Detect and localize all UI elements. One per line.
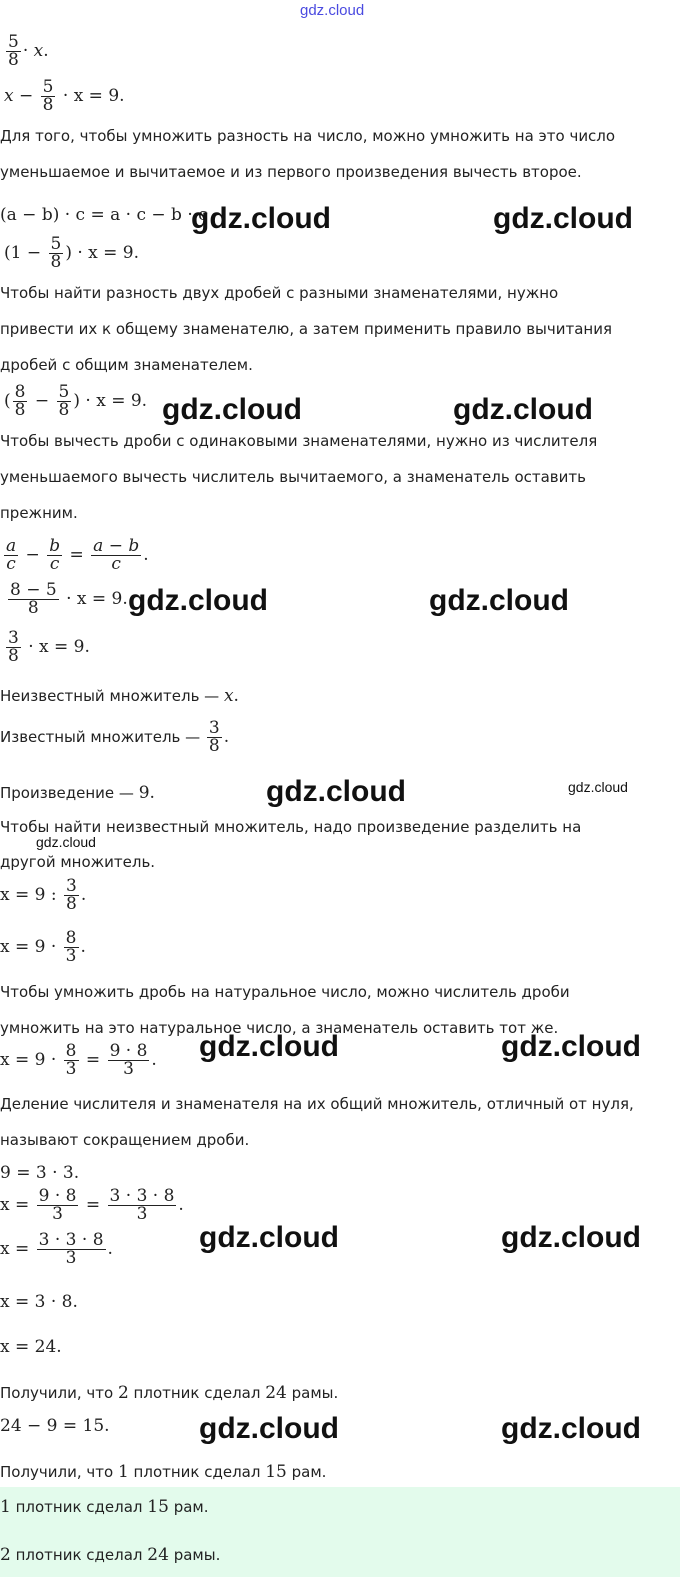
fraction: $\frac{3}{8}$ bbox=[208, 718, 220, 756]
fraction: $\frac{3 \cdot 3 \cdot 8}{3}$ bbox=[109, 1186, 175, 1224]
math-line: $\frac{a}{c}$ − $\frac{b}{c}$ = $\frac{a - b}{c}$ . bbox=[6, 536, 149, 574]
math-line: x = $\frac{3 \cdot 3 \cdot 8}{3}$ . bbox=[0, 1230, 113, 1268]
math-line: 24 − 9 = 15. bbox=[0, 1416, 110, 1436]
paragraph-text: Получили, что 1 плотник сделал 15 рам. bbox=[0, 1462, 327, 1482]
watermark: gdz.cloud bbox=[36, 834, 96, 850]
math-line: x = 9 · $\frac{8}{3}$ = $\frac{9 \cdot 8}{3}$ . bbox=[0, 1041, 157, 1079]
paragraph-text: уменьшаемое и вычитаемое и из первого произведения вычесть второе. bbox=[0, 163, 582, 181]
paragraph-text: дробей с общим знаменателем. bbox=[0, 356, 253, 374]
paragraph-text: умножить на это натуральное число, а знаменатель оставить тот же. bbox=[0, 1019, 559, 1037]
fraction: $\frac{8 - 5}{8}$ bbox=[10, 580, 57, 618]
fraction: $\frac{3 \cdot 3 \cdot 8}{3}$ bbox=[38, 1230, 104, 1268]
paragraph-text: Чтобы найти неизвестный множитель, надо произведение разделить на bbox=[0, 818, 582, 836]
fraction: $\frac{9 \cdot 8}{3}$ bbox=[38, 1186, 77, 1224]
paragraph-text: прежним. bbox=[0, 504, 78, 522]
fraction: $\frac{b}{c}$ bbox=[49, 536, 61, 574]
paragraph-text: Известный множитель — $\frac{3}{8}$ . bbox=[0, 718, 230, 756]
fraction: $\frac{9 \cdot 8}{3}$ bbox=[109, 1041, 148, 1079]
math-line: x − $\frac{5}{8}$ · x = 9. bbox=[4, 77, 125, 115]
math-line: x = 9 : $\frac{3}{8}$ . bbox=[0, 876, 87, 914]
paragraph-text: Для того, чтобы умножить разность на число, можно умножить на это число bbox=[0, 127, 616, 145]
watermark: gdz.cloud bbox=[453, 393, 593, 426]
math-line: ( $\frac{8}{8}$ − $\frac{5}{8}$ ) · x = 9. bbox=[4, 382, 148, 420]
watermark: gdz.cloud bbox=[501, 1030, 641, 1063]
math-line: (a − b) · c = a · c − b · c bbox=[0, 205, 208, 225]
watermark: gdz.cloud bbox=[162, 393, 302, 426]
fraction: $\frac{3}{8}$ bbox=[66, 876, 77, 914]
fraction: $\frac{5}{8}$ bbox=[58, 382, 70, 420]
paragraph-text: уменьшаемого вычесть числитель вычитаемого, а знаменатель оставить bbox=[0, 468, 586, 486]
math-line: $\frac{3}{8}$ · x = 9. bbox=[8, 628, 90, 666]
math-line: (1 − $\frac{5}{8}$ ) · x = 9. bbox=[4, 234, 140, 272]
watermark: gdz.cloud bbox=[199, 1221, 339, 1254]
fraction: $\frac{5}{8}$ bbox=[50, 234, 62, 272]
watermark: gdz.cloud bbox=[266, 775, 406, 808]
math-line: $\frac{8 - 5}{8}$ · x = 9. bbox=[10, 580, 128, 618]
watermark: gdz.cloud bbox=[199, 1412, 339, 1445]
fraction: $\frac{8}{3}$ bbox=[65, 928, 77, 966]
watermark: gdz.cloud bbox=[501, 1221, 641, 1254]
paragraph-text: Деление числителя и знаменателя на их общий множитель, отличный от нуля, bbox=[0, 1095, 634, 1113]
math-line: x = $\frac{9 \cdot 8}{3}$ = $\frac{3 \cdot 3 \cdot 8}{3}$ . bbox=[0, 1186, 184, 1224]
answer-line: 1 плотник сделал 15 рам. bbox=[0, 1497, 209, 1517]
fraction: $\frac{3}{8}$ bbox=[8, 628, 19, 666]
watermark: gdz.cloud bbox=[568, 779, 628, 795]
watermark: gdz.cloud bbox=[128, 584, 268, 617]
watermark: gdz.cloud bbox=[429, 584, 569, 617]
fraction: $\frac{8}{8}$ bbox=[14, 382, 26, 420]
fraction: $\frac{a}{c}$ bbox=[6, 536, 17, 574]
fraction: $\frac{8}{3}$ bbox=[65, 1041, 77, 1079]
watermark: gdz.cloud bbox=[199, 1030, 339, 1063]
paragraph-text: Чтобы найти разность двух дробей с разными знаменателями, нужно bbox=[0, 284, 559, 302]
paragraph-text: Неизвестный множитель — x. bbox=[0, 686, 239, 706]
watermark: gdz.cloud bbox=[501, 1412, 641, 1445]
math-line: x = 9 · $\frac{8}{3}$ . bbox=[0, 928, 86, 966]
math-line: x = 3 · 8. bbox=[0, 1292, 78, 1312]
watermark-top: gdz.cloud bbox=[300, 2, 365, 19]
paragraph-text: Чтобы умножить дробь на натуральное число, можно числитель дроби bbox=[0, 983, 570, 1001]
paragraph-text: Чтобы вычесть дроби с одинаковыми знаменателями, нужно из числителя bbox=[0, 432, 598, 450]
answer-box bbox=[0, 1487, 680, 1577]
paragraph-text: Произведение — 9. bbox=[0, 783, 155, 803]
math-line: $\frac{5}{8}$ · x. bbox=[8, 32, 49, 70]
paragraph-text: Получили, что 2 плотник сделал 24 рамы. bbox=[0, 1383, 339, 1403]
watermark: gdz.cloud bbox=[493, 202, 633, 235]
math-line: 9 = 3 · 3. bbox=[0, 1163, 80, 1183]
paragraph-text: привести их к общему знаменателю, а затем применить правило вычитания bbox=[0, 320, 612, 338]
fraction: $\frac{5}{8}$ bbox=[42, 77, 54, 115]
math-line: x = 24. bbox=[0, 1337, 62, 1357]
fraction: $\frac{a - b}{c}$ bbox=[93, 536, 140, 574]
paragraph-text: называют сокращением дроби. bbox=[0, 1131, 250, 1149]
fraction: $\frac{5}{8}$ bbox=[8, 32, 19, 70]
paragraph-text: другой множитель. bbox=[0, 853, 156, 871]
watermark: gdz.cloud bbox=[191, 202, 331, 235]
answer-line: 2 плотник сделал 24 рамы. bbox=[0, 1545, 221, 1565]
